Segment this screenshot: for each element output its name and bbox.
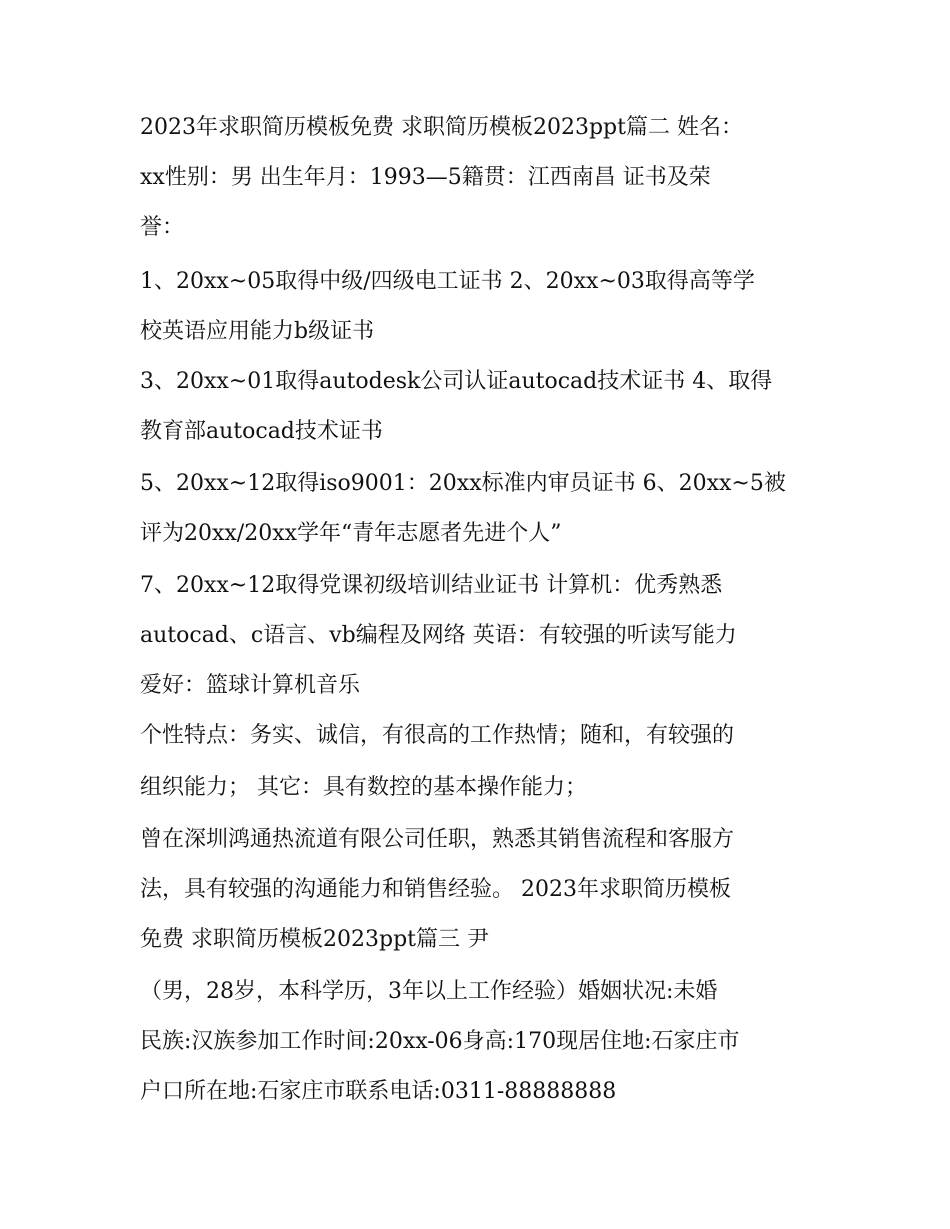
text-line: 3、20xx~01取得autodesk公司认证autocad技术证书 4、取得 bbox=[140, 369, 773, 394]
text-line: 法，具有较强的沟通能力和销售经验。 2023年求职简历模板 bbox=[140, 877, 731, 902]
text-line: （男，28岁，本科学历，3年以上工作经验）婚姻状况:未婚 bbox=[140, 979, 718, 1004]
text-line: 组织能力； 其它：具有数控的基本操作能力； bbox=[140, 775, 587, 800]
text-line: 评为20xx/20xx学年“青年志愿者先进个人” bbox=[140, 521, 562, 546]
text-line: 2023年求职简历模板免费 求职简历模板2023ppt篇二 姓名： bbox=[140, 115, 743, 140]
text-line: 户口所在地:石家庄市联系电话:0311-88888888 bbox=[140, 1079, 617, 1104]
text-line: 免费 求职简历模板2023ppt篇三 尹 bbox=[140, 927, 489, 952]
text-line: 爱好：篮球计算机音乐 bbox=[140, 673, 361, 698]
text-line: 曾在深圳鸿通热流道有限公司任职，熟悉其销售流程和客服方 bbox=[140, 827, 735, 852]
text-line: xx性别：男 出生年月：1993—5籍贯：江西南昌 证书及荣 bbox=[140, 165, 711, 190]
text-line: 民族:汉族参加工作时间:20xx-06身高:170现居住地:石家庄市 bbox=[140, 1029, 740, 1054]
text-line: 个性特点：务实、诚信，有很高的工作热情；随和，有较强的 bbox=[140, 723, 735, 748]
text-line: 誉： bbox=[140, 215, 185, 240]
text-line: 7、20xx~12取得党课初级培训结业证书 计算机：优秀熟悉 bbox=[140, 573, 723, 598]
text-line: 5、20xx~12取得iso9001：20xx标准内审员证书 6、20xx~5被 bbox=[140, 471, 786, 496]
text-line: 校英语应用能力b级证书 bbox=[140, 319, 375, 344]
text-line: autocad、c语言、vb编程及网络 英语：有较强的听读写能力 bbox=[140, 623, 737, 648]
text-line: 1、20xx~05取得中级/四级电工证书 2、20xx~03取得高等学 bbox=[140, 269, 755, 294]
text-line: 教育部autocad技术证书 bbox=[140, 419, 383, 444]
